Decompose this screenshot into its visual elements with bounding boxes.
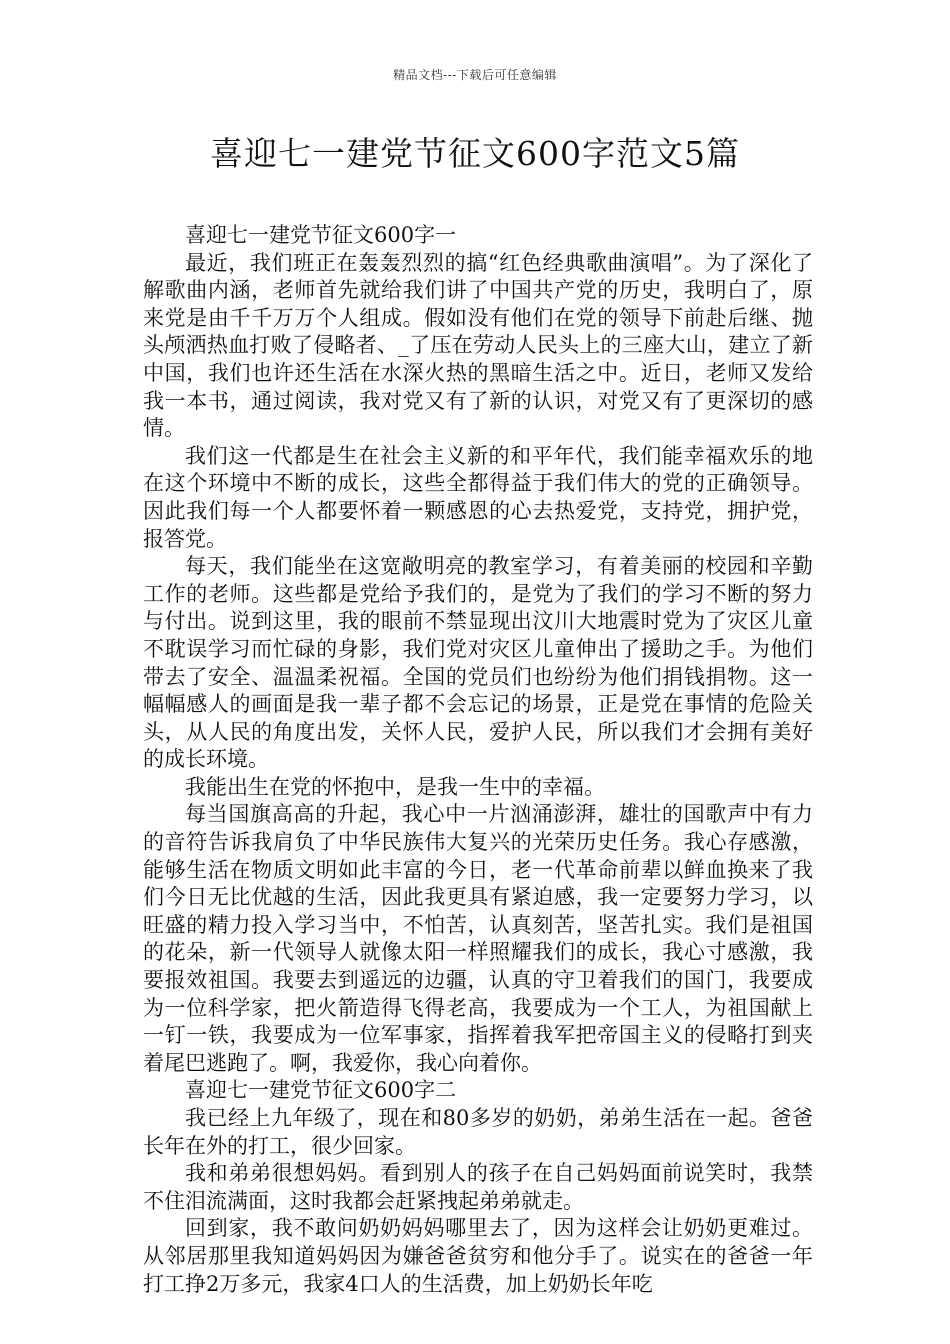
paragraph: 我能出生在党的怀抱中，是我一生中的幸福。 [185,774,605,799]
paragraph: 回到家，我不敢问奶奶妈妈哪里去了，因为这样会让奶奶更难过。从邻居那里我知道妈妈因为嫌爸爸贫穷和他分手了。说实在的爸爸一年打工挣2万多元，我家4口人的生活费，加上奶奶长年吃 [143,1216,813,1296]
document-body [143,222,813,1298]
section-heading: 喜迎七一建党节征文600字二 [185,1078,457,1103]
paragraph: 每天，我们能坐在这宽敞明亮的教室学习，有着美丽的校园和辛勤工作的老师。这些都是党给予我们的，是党为了我们的学习不断的努力与付出。说到这里，我的眼前不禁显现出汶川大地震时党为了灾区儿童不耽误学习而忙碌的身影，我们党对灾区儿童伸出了援助之手。为他们带去了安全、温温柔祝福。全国的党员们也纷纷为他们捐钱捐物。这一幅幅感人的画面是我一辈子都不会忘记的场景，正是党在事情的危险关头，从人民的角度出发，关怀人民，爱护人民，所以我们才会拥有美好的成长环境。 [143,554,813,772]
page-header-note: 精品文档---下载后可任意编辑 [393,68,557,82]
paragraph: 我和弟弟很想妈妈。看到别人的孩子在自己妈妈面前说笑时，我禁不住泪流满面，这时我都会赶紧拽起弟弟就走。 [143,1161,813,1213]
paragraph: 每当国旗高高的升起，我心中一片汹涌澎湃，雄壮的国歌声中有力的音符告诉我肩负了中华民族伟大复兴的光荣历史任务。我心存感激，能够生活在物质文明如此丰富的今日，老一代革命前辈以鲜血换来了我们今日无比优越的生活，因此我更具有紧迫感，我一定要努力学习，以旺盛的精力投入学习当中，不怕苦，认真刻苦，坚苦扎实。我们是祖国的花朵，新一代领导人就像太阳一样照耀我们的成长，我心寸感激，我要报效祖国。我要去到遥远的边疆，认真的守卫着我们的国门，我要成为一位科学家，把火箭造得飞得老高，我要成为一个工人，为祖国献上一钉一铁，我要成为一位军事家，指挥着我军把帝国主义的侵略打到夹着尾巴逃跑了。啊，我爱你，我心向着你。 [143,802,813,1075]
paragraph: 最近，我们班正在轰轰烈烈的搞“红色经典歌曲演唱”。为了深化了解歌曲内涵，老师首先就给我们讲了中国共产党的历史，我明白了，原来党是由千千万万个人组成。假如没有他们在党的领导下前赴后继、抛头颅洒热血打败了侵略者、_了压在劳动人民头上的三座大山，建立了新中国，我们也许还生活在水深火热的黑暗生活之中。近日，老师又发给我一本书，通过阅读，我对党又有了新的认识，对党又有了更深切的感情。 [143,250,813,441]
section-heading: 喜迎七一建党节征文600字一 [185,223,457,247]
paragraph: 我已经上九年级了，现在和80多岁的奶奶，弟弟生活在一起。爸爸长年在外的打工，很少回家。 [143,1106,813,1158]
document-title: 喜迎七一建党节征文600字范文5篇 [210,134,740,173]
paragraph: 我们这一代都是生在社会主义新的和平年代，我们能幸福欢乐的地在这个环境中不断的成长，这些全都得益于我们伟大的党的正确领导。因此我们每一个人都要怀着一颗感恩的心去热爱党，支持党，拥护党，报答党。 [143,443,813,551]
